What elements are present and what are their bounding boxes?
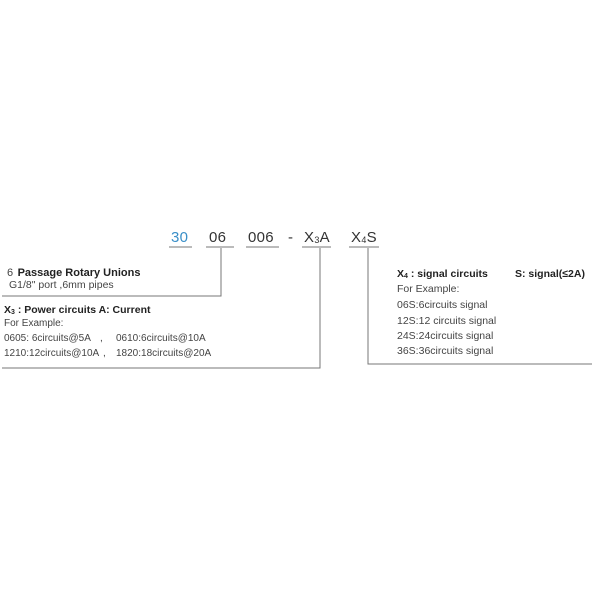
signal-item-2: 12S:12 circuits signal bbox=[397, 315, 497, 327]
passage-title: 6 Passage Rotary Unions bbox=[7, 267, 141, 279]
power-row-1-sep: , bbox=[100, 333, 103, 344]
power-row-2-sep: , bbox=[103, 348, 106, 359]
code-dash: - bbox=[288, 229, 294, 246]
code-size: 006 bbox=[248, 229, 274, 246]
signal-item-3: 24S:24circuits signal bbox=[397, 330, 494, 342]
signal-item-1: 06S:6circuits signal bbox=[397, 299, 488, 311]
passage-detail: G1/8" port ,6mm pipes bbox=[9, 279, 114, 291]
code-series: 30 bbox=[171, 229, 189, 246]
code-passages: 06 bbox=[209, 229, 227, 246]
signal-example-label: For Example: bbox=[397, 283, 460, 295]
signal-item-4: 36S:36circuits signal bbox=[397, 345, 494, 357]
power-example-label: For Example: bbox=[4, 318, 64, 329]
power-row-2-b: 1820:18circuits@20A bbox=[116, 348, 212, 359]
power-row-2: 1210:12circuits@10A bbox=[4, 348, 100, 359]
power-row-1-b: 0610:6circuits@10A bbox=[116, 333, 206, 344]
code-x3a: $X_3A$ bbox=[304, 229, 330, 246]
power-label: $X_3$ : Power circuits A: Current bbox=[4, 304, 151, 316]
power-row-1: 0605: 6circuits@5A bbox=[4, 333, 91, 344]
signal-label: $X_4$ : signal circuits bbox=[397, 268, 488, 280]
signal-type: S: signal(≤2A) bbox=[515, 268, 585, 280]
code-x4s: $X_4S$ bbox=[351, 229, 377, 246]
